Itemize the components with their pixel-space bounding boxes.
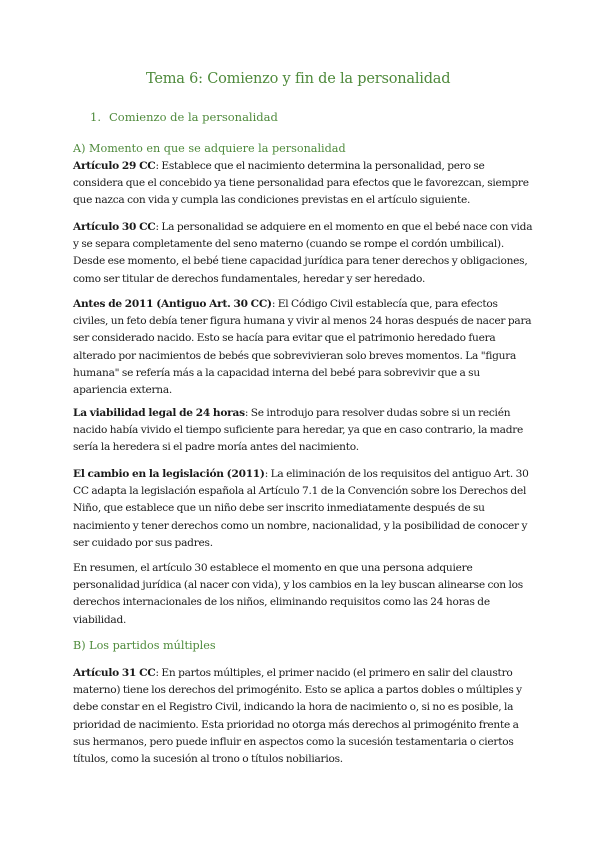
paragraph-text: : La personalidad se adquiere en el momento en que el bebé nace con vida y se separa completamente del seno materno (cuando se rompe el cordón umbilical). Desde ese momento, el bebé tiene capacidad jurídica para tener derechos y obligaciones, como ser titular de derechos fundamentales, heredar y ser heredado. [73, 221, 533, 285]
paragraph-art29 [73, 158, 533, 210]
paragraph-text: : La eliminación de los requisitos del antiguo Art. 30 CC adapta la legislación española al Artículo 7.1 de la Convención sobre los Derechos del Niño, que establece que un niño debe ser inscrito inmediatamente después de su nacimiento y tener derechos como un nombre, nacionalidad, y la posibilidad de conocer y ser cuidado por sus padres. [73, 468, 529, 549]
subsection-b-heading: B) Los partidos múltiples [73, 639, 216, 652]
paragraph-text: : Establece que el nacimiento determina la personalidad, pero se considera que el concebido ya tiene personalidad para efectos que le favorezcan, siempre que nazca con vida y cumpla las condiciones previstas en el artículo siguiente. [73, 160, 529, 207]
paragraph-art30 [73, 219, 533, 288]
paragraph-text: : El Código Civil establecía que, para efectos civiles, un feto debía tener figura humana y vivir al menos 24 horas después de nacer para ser considerado nacido. Esto se hacía para evitar que el patrimonio heredado fuera alterado por nacimientos de bebés que sobrevivieran solo breves momentos. La "figura humana" se refería más a la capacidad interna del bebé para sobrevivir que a su apariencia externa. [73, 298, 532, 397]
paragraph-lead: La viabilidad legal de 24 horas [73, 407, 245, 419]
paragraph-summary [73, 560, 533, 629]
paragraph-2011-change [73, 466, 533, 552]
paragraph-pre-2011 [73, 296, 533, 399]
section-heading [90, 110, 278, 124]
paragraph-text: En resumen, el artículo 30 establece el momento en que una persona adquiere personalidad jurídica (al nacer con vida), y los cambios en la ley buscan alinearse con los derechos internacionales de los niños, eliminando requisitos como las 24 horas de viabilidad. [73, 562, 523, 626]
paragraph-lead: Artículo 30 CC [73, 221, 156, 233]
paragraph-text: : En partos múltiples, el primer nacido (el primero en salir del claustro materno) tiene los derechos del primogénito. Esto se aplica a partos dobles o múltiples y debe constar en el Registro Civil, indicando la hora de nacimiento o, si no es posible, la prioridad de nacimiento. Esta prioridad no otorga más derechos al primogénito frente a sus hermanos, pero puede influir en aspectos como la sucesión testamentaria o ciertos títulos, como la sucesión al trono o títulos nobiliarios. [73, 667, 522, 766]
paragraph-art31 [73, 665, 533, 768]
paragraph-viability [73, 405, 533, 457]
paragraph-lead: El cambio en la legislación (2011) [73, 468, 265, 480]
section-title: Comienzo de la personalidad [109, 110, 278, 124]
paragraph-lead: Artículo 31 CC [73, 667, 156, 679]
section-number: 1. [90, 110, 101, 124]
subsection-a-heading: A) Momento en que se adquiere la personalidad [73, 142, 346, 155]
paragraph-text: : Se introdujo para resolver dudas sobre si un recién nacido había vivido el tiempo suficiente para heredar, ya que en caso contrario, la madre sería la heredera si el padre moría antes del nacimiento. [73, 407, 524, 454]
paragraph-lead: Antes de 2011 (Antiguo Art. 30 CC) [73, 298, 272, 310]
document-title: Tema 6: Comienzo y fin de la personalidad [146, 71, 451, 87]
paragraph-lead: Artículo 29 CC [73, 160, 156, 172]
